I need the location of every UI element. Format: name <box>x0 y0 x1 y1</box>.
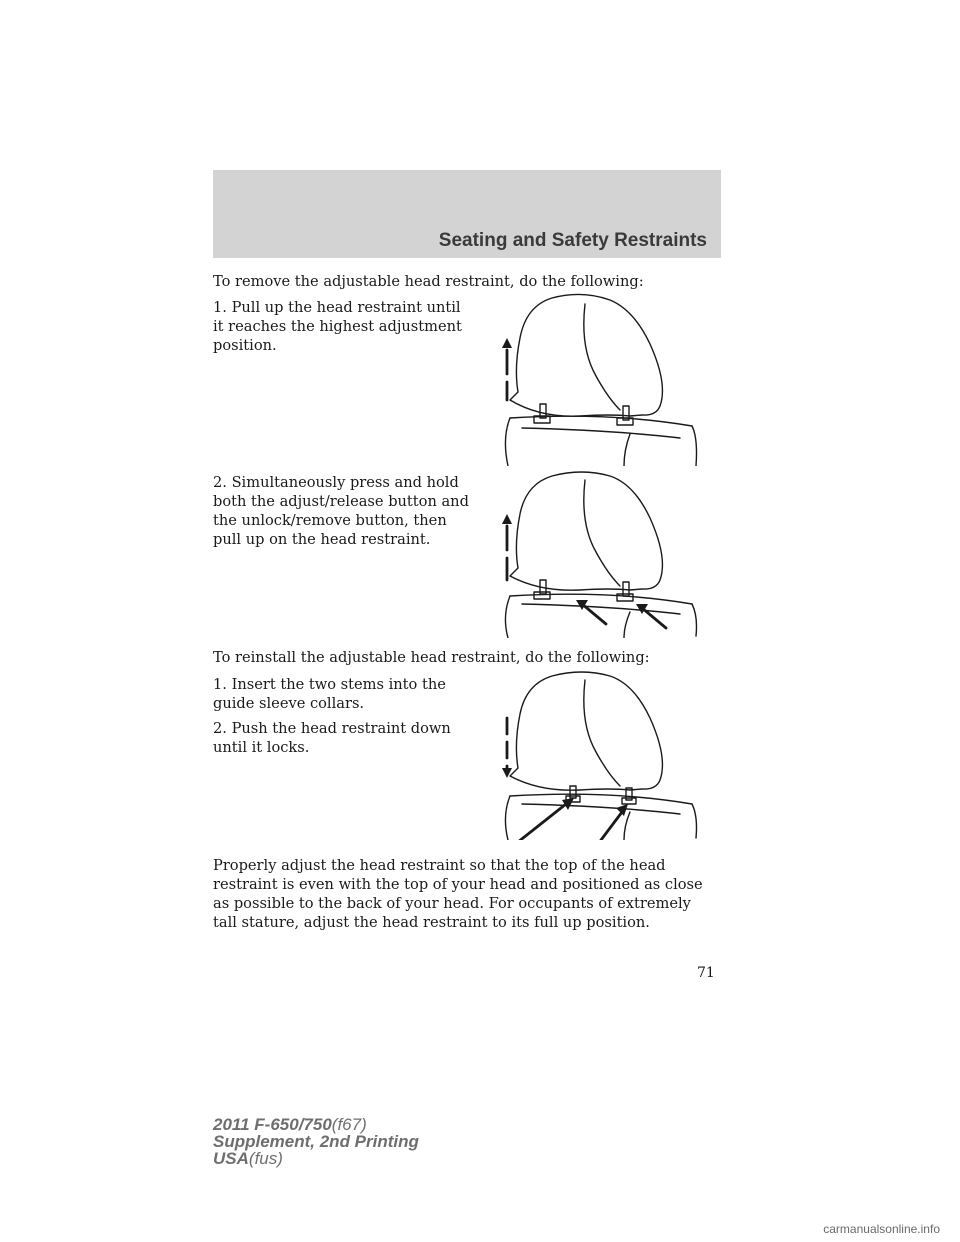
reinstall-step-2: 2. Push the head restraint down until it locks. <box>213 720 451 756</box>
footer-region: USA <box>213 1149 249 1168</box>
footer-region-code: (fus) <box>248 1149 283 1168</box>
print-footer <box>213 1116 419 1167</box>
head-restraint-press-buttons-icon <box>470 470 710 638</box>
reinstall-intro: To reinstall the adjustable head restraint, do the following: <box>213 649 650 666</box>
remove-step-2: 2. Simultaneously press and hold both the adjust/release button and the unlock/remove button, then pull up on the head restraint. <box>213 474 469 548</box>
reinstall-step-1: 1. Insert the two stems into the guide sleeve collars. <box>213 676 446 712</box>
watermark: carmanualsonline.info <box>823 1222 940 1236</box>
head-restraint-push-down-icon <box>470 668 710 840</box>
section-title: Seating and Safety Restraints <box>438 230 707 251</box>
page-number: 71 <box>697 965 715 981</box>
section-header <box>213 170 721 258</box>
remove-step-1: 1. Pull up the head restraint until it reaches the highest adjustment position. <box>213 299 462 354</box>
adjust-note: Properly adjust the head restraint so that the top of the head restraint is even with the top of your head and positioned as close as possible to the back of your head. For occupants of extremely tall stature, adjust the head restraint to its full up position. <box>213 857 703 931</box>
footer-model: 2011 F-650/750 <box>213 1115 332 1134</box>
footer-model-code: (f67) <box>331 1115 367 1134</box>
remove-intro: To remove the adjustable head restraint, do the following: <box>213 273 644 290</box>
head-restraint-pull-up-icon <box>470 288 710 466</box>
footer-supplement: Supplement, 2nd Printing <box>213 1132 419 1151</box>
